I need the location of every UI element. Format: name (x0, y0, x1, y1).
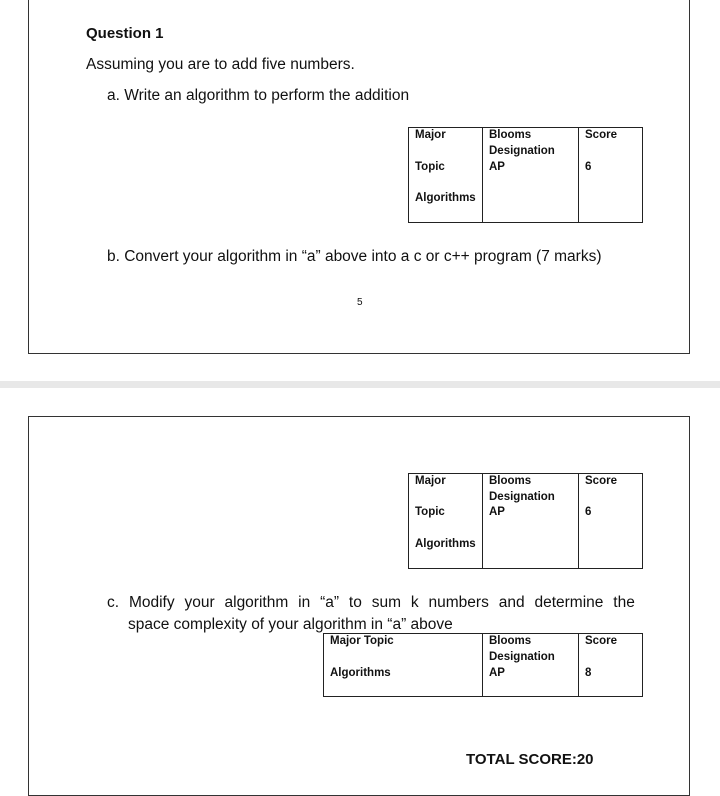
blooms-cell (483, 474, 579, 569)
classification-table-a (408, 127, 643, 223)
word: Modify (128, 594, 175, 611)
word: the (613, 594, 635, 611)
designation-label: Designation (489, 145, 555, 157)
page-separator (0, 381, 720, 388)
blooms-label: Blooms (489, 635, 532, 647)
score-value: 8 (585, 667, 592, 679)
word: c. (107, 594, 120, 611)
question-intro: Assuming you are to add five numbers. (86, 56, 355, 73)
score-label: Score (585, 129, 617, 141)
word: and (498, 594, 525, 611)
score-label: Score (585, 635, 617, 647)
exam-page-1 (28, 0, 690, 354)
major-topic-cell (409, 474, 483, 569)
blooms-cell (483, 128, 579, 223)
score-cell (579, 128, 643, 223)
topic-value: Algorithms (415, 538, 476, 550)
score-cell (579, 634, 643, 697)
designation-label: Designation (489, 651, 555, 663)
topic-label: Topic (415, 506, 445, 518)
blooms-label: Blooms (489, 129, 532, 141)
score-cell (579, 474, 643, 569)
word: in (298, 594, 311, 611)
major-topic-cell (324, 634, 483, 697)
major-topic-cell (409, 128, 483, 223)
major-label: Major (415, 475, 446, 487)
item-b: b. Convert your algorithm in “a” above into a c or c++ program (7 marks) (107, 248, 602, 265)
blooms-label: Blooms (489, 475, 532, 487)
total-score: TOTAL SCORE:20 (466, 751, 594, 768)
score-label: Score (585, 475, 617, 487)
classification-table-c (323, 633, 643, 697)
designation-label: Designation (489, 491, 555, 503)
item-c-line-1 (107, 594, 635, 612)
blooms-value: AP (489, 506, 505, 518)
blooms-value: AP (489, 161, 505, 173)
major-topic-label: Major Topic (330, 635, 394, 647)
topic-value: Algorithms (330, 667, 391, 679)
word: determine (534, 594, 604, 611)
word: your (184, 594, 215, 611)
topic-label: Topic (415, 161, 445, 173)
word: sum (371, 594, 402, 611)
word: numbers (428, 594, 489, 611)
major-label: Major (415, 129, 446, 141)
word: to (348, 594, 362, 611)
classification-table-b (408, 473, 643, 569)
word: algorithm (224, 594, 289, 611)
question-title: Question 1 (86, 25, 164, 42)
score-value: 6 (585, 506, 592, 518)
item-a: a. Write an algorithm to perform the addition (107, 87, 410, 104)
word: “a” (320, 594, 340, 611)
exam-page-2 (28, 416, 690, 796)
blooms-value: AP (489, 667, 505, 679)
page-number: 5 (357, 297, 363, 308)
score-value: 6 (585, 161, 592, 173)
item-c-line-2: space complexity of your algorithm in “a” above (128, 616, 453, 633)
word: k (410, 594, 419, 611)
topic-value: Algorithms (415, 192, 476, 204)
blooms-cell (483, 634, 579, 697)
